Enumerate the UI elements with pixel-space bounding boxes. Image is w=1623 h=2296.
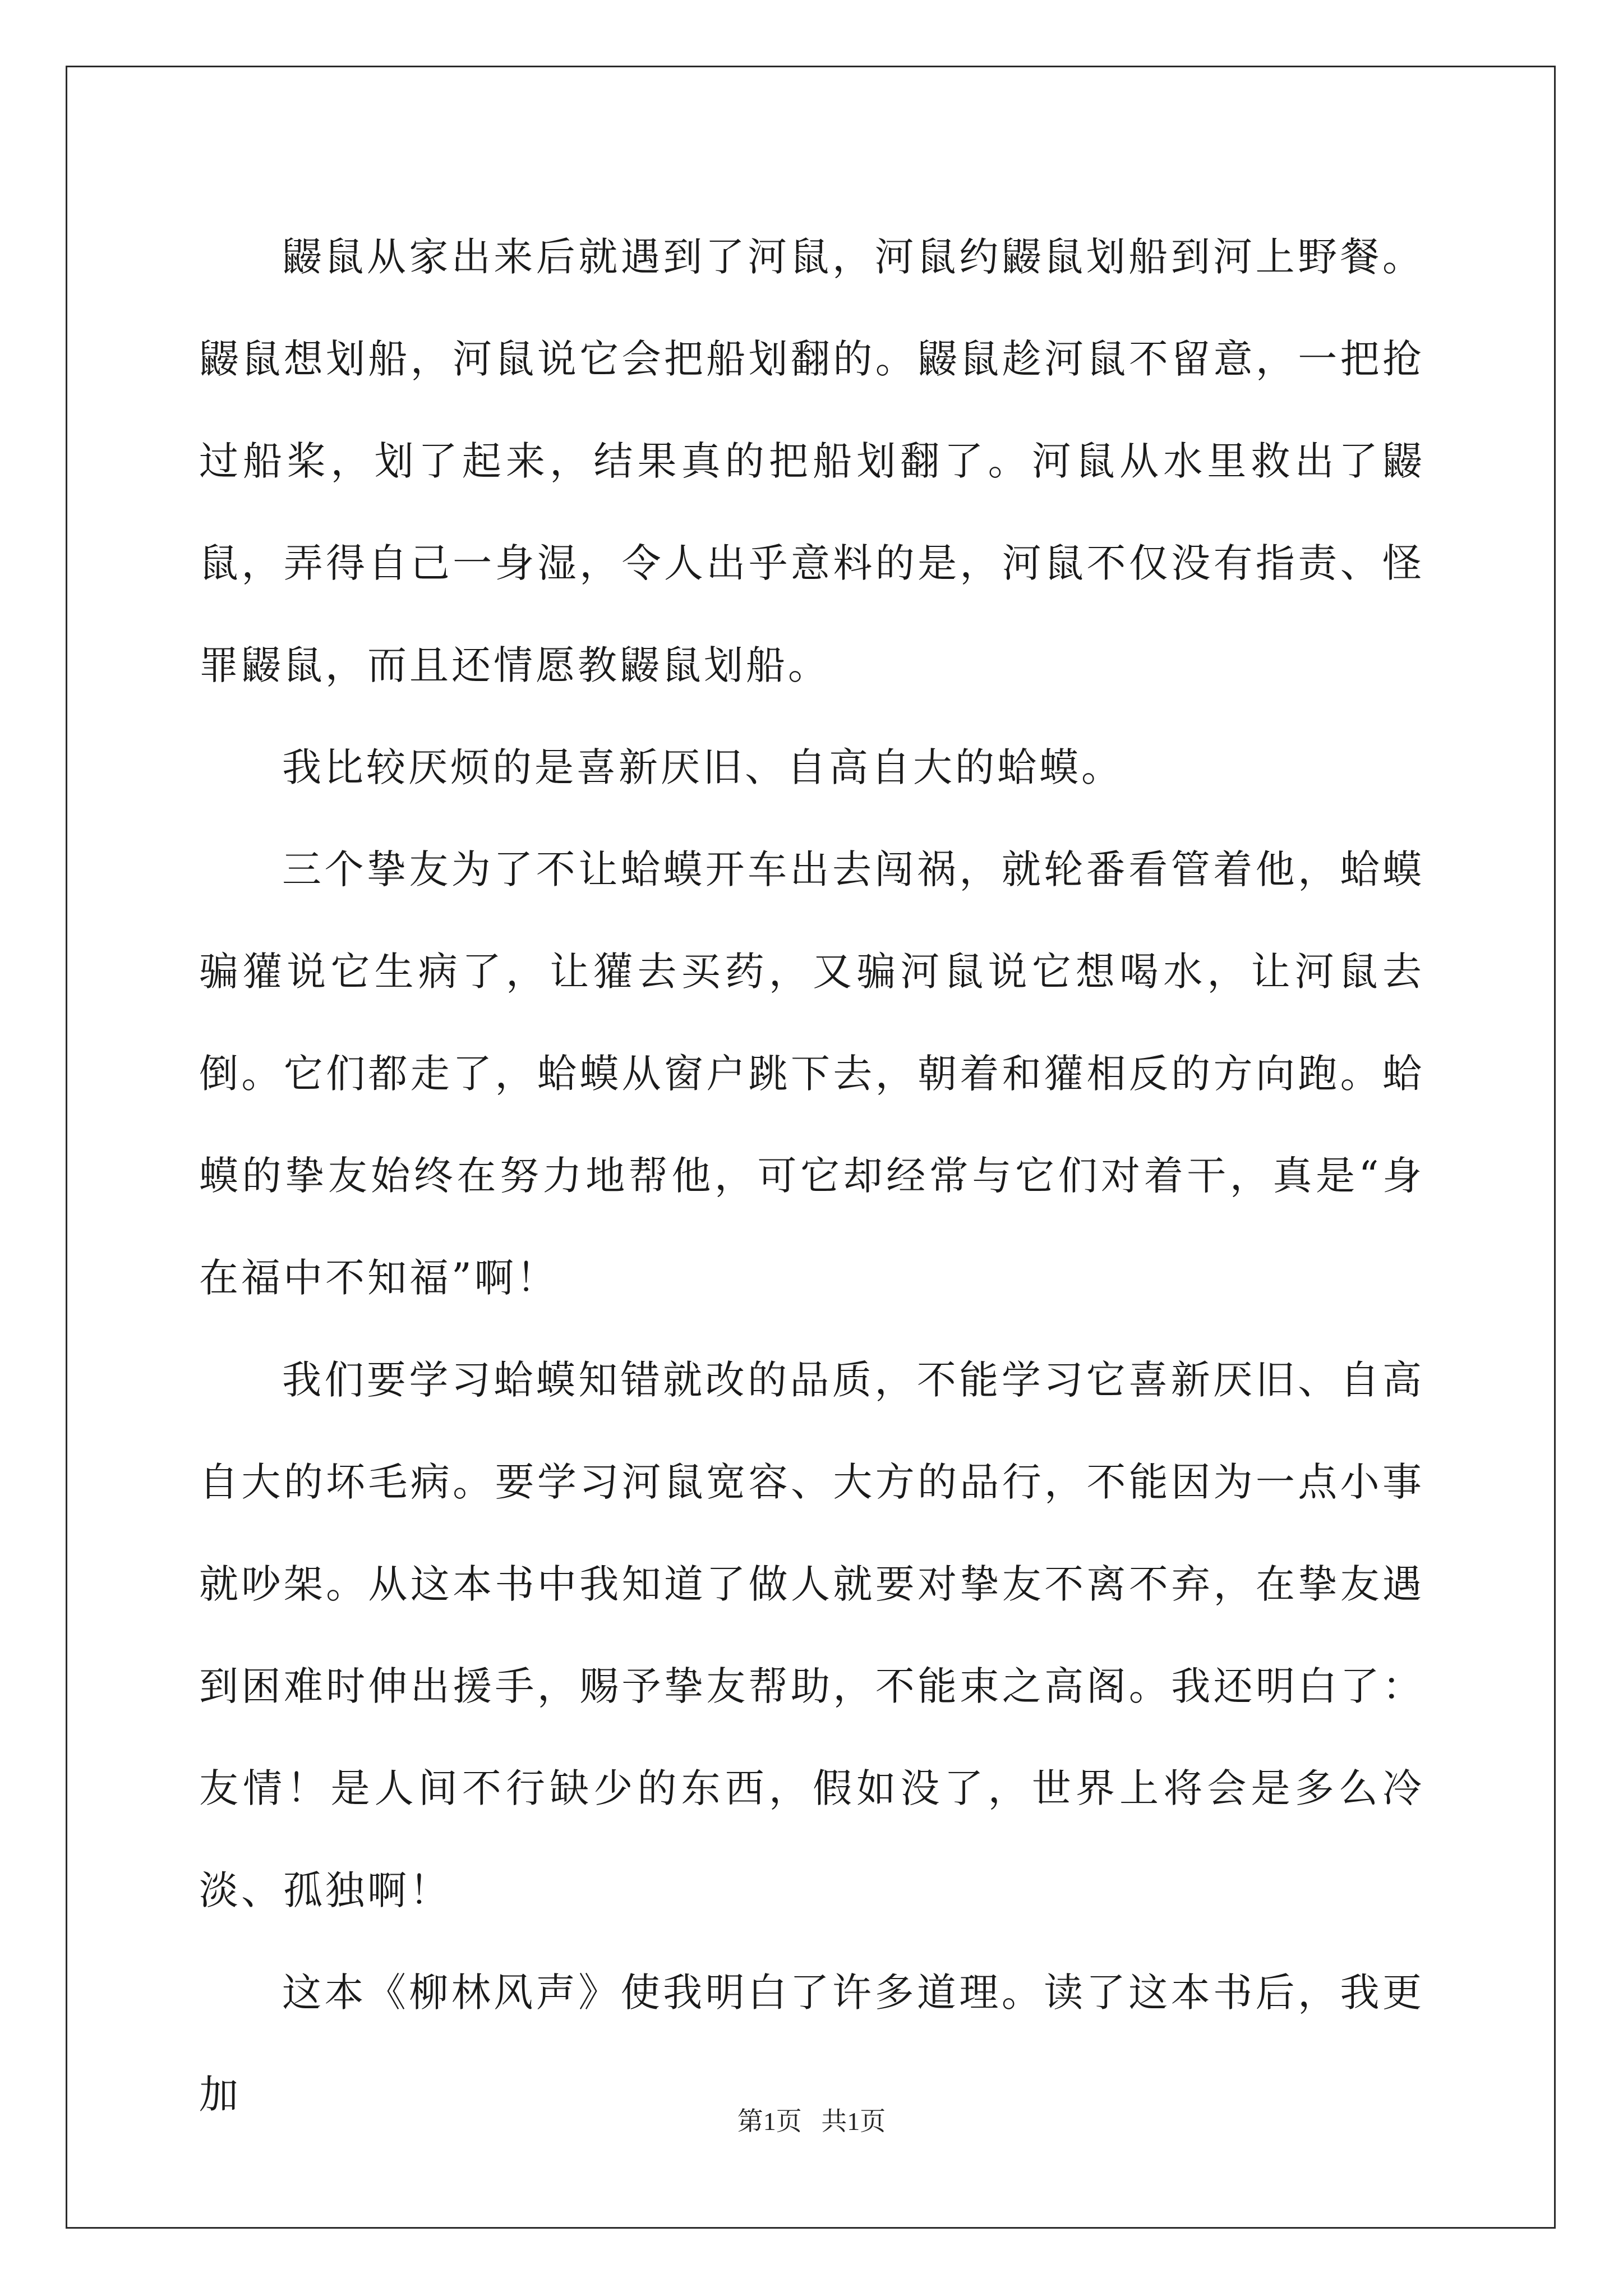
page-total: 共1页	[821, 2107, 886, 2136]
paragraph: 这本《柳林风声》使我明白了许多道理。读了这本书后，我更加	[199, 1970, 1424, 2118]
paragraph: 鼹鼠从家出来后就遇到了河鼠，河鼠约鼹鼠划船到河上野餐。鼹鼠想划船，河鼠说它会把船划翻的。鼹鼠趁河鼠不留意，一把抢过船桨，划了起来，结果真的把船划翻了。河鼠从水里救出了鼹鼠，弄得自己一身湿，令人出乎意料的是，河鼠不仅没有指责、怪罪鼹鼠，而且还情愿教鼹鼠划船。	[199, 234, 1424, 688]
paragraph: 我比较厌烦的是喜新厌旧、自高自大的蛤蟆。	[282, 744, 1123, 790]
paragraph: 三个挚友为了不让蛤蟆开车出去闯祸，就轮番看管着他，蛤蟆骗獾说它生病了，让獾去买药，又骗河鼠说它想喝水，让河鼠去倒。它们都走了，蛤蟆从窗户跳下去，朝着和獾相反的方向跑。蛤蟆的挚友始终在努力地帮他，可它却经常与它们对着干，真是“身在福中不知福”啊！	[199, 846, 1424, 1301]
document-body	[199, 206, 1424, 2146]
page-footer	[0, 2101, 1623, 2138]
paragraph: 我们要学习蛤蟆知错就改的品质，不能学习它喜新厌旧、自高自大的坏毛病。要学习河鼠宽容、大方的品行，不能因为一点小事就吵架。从这本书中我知道了做人就要对挚友不离不弃，在挚友遇到困难时伸出援手，赐予挚友帮助，不能束之高阁。我还明白了：友情！是人间不行缺少的东西，假如没了，世界上将会是多么冷淡、孤独啊！	[199, 1357, 1424, 1913]
page-number: 第1页	[737, 2107, 802, 2136]
